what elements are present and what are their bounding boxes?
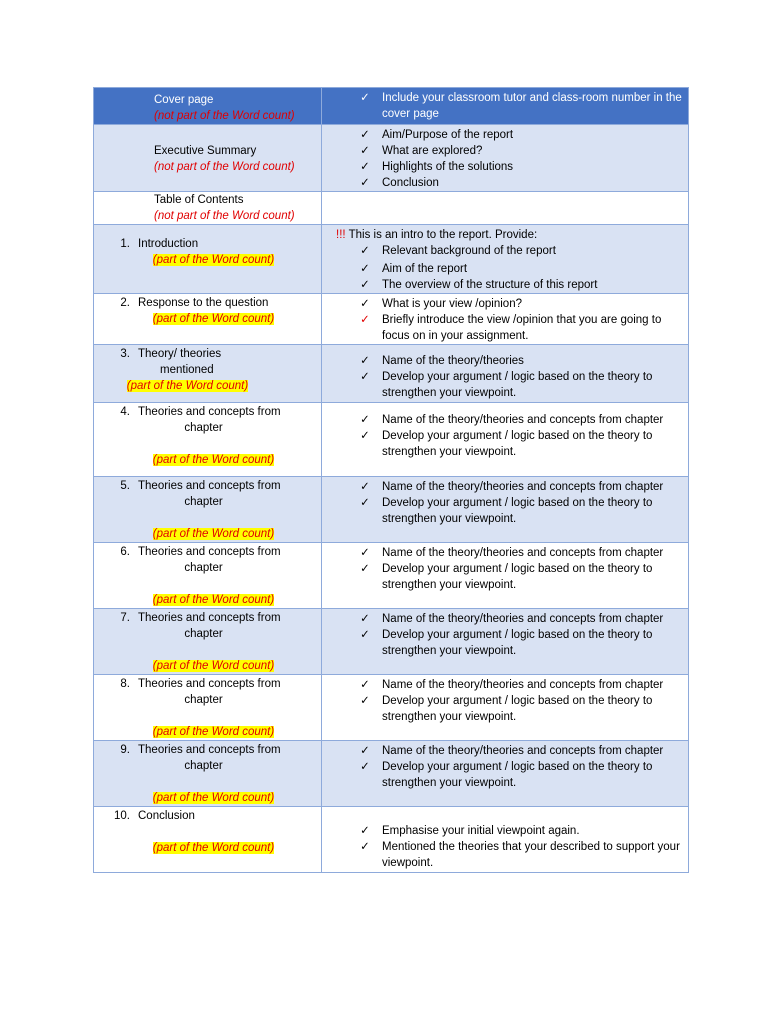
word-count-note: (part of the Word count) bbox=[126, 380, 249, 392]
instructions-cell bbox=[322, 543, 689, 609]
word-count-note: (part of the Word count) bbox=[152, 660, 275, 672]
section-number: 2. bbox=[120, 297, 130, 309]
section-number: 1. bbox=[120, 238, 130, 250]
instruction-item: Name of the theory/theories bbox=[382, 355, 524, 367]
section-title: Cover page bbox=[154, 94, 214, 106]
check-icon: ✓ bbox=[360, 563, 370, 575]
table-row bbox=[94, 345, 689, 403]
check-icon: ✓ bbox=[360, 279, 370, 291]
table-row bbox=[94, 88, 689, 125]
instruction-item: Aim of the report bbox=[382, 263, 468, 275]
section-cell bbox=[94, 675, 322, 741]
section-title-cont: chapter bbox=[184, 562, 223, 574]
instruction-item: Name of the theory/theories and concepts from chapter bbox=[382, 679, 664, 691]
instructions-cell bbox=[322, 675, 689, 741]
section-title-cont: chapter bbox=[184, 496, 223, 508]
word-count-note: (part of the Word count) bbox=[152, 842, 275, 854]
instructions-cell bbox=[322, 125, 689, 192]
section-cell bbox=[94, 741, 322, 807]
table-row bbox=[94, 192, 689, 225]
instruction-item: Name of the theory/theories and concepts from chapter bbox=[382, 613, 664, 625]
instructions-cell bbox=[322, 741, 689, 807]
instruction-item: Highlights of the solutions bbox=[382, 161, 514, 173]
section-cell bbox=[94, 403, 322, 477]
check-icon: ✓ bbox=[360, 745, 370, 757]
section-title: Response to the question bbox=[138, 297, 269, 309]
section-title: Table of Contents bbox=[154, 194, 244, 206]
instruction-item: Name of the theory/theories and concepts from chapter bbox=[382, 745, 664, 757]
section-cell bbox=[94, 125, 322, 192]
table-row bbox=[94, 477, 689, 543]
check-icon: ✓ bbox=[360, 761, 370, 773]
check-icon: ✓ bbox=[360, 161, 370, 173]
section-cell bbox=[94, 543, 322, 609]
section-number: 9. bbox=[120, 744, 130, 756]
instruction-item: The overview of the structure of this report bbox=[382, 279, 598, 291]
table-row bbox=[94, 125, 689, 192]
word-count-note: (not part of the Word count) bbox=[154, 161, 295, 173]
section-number: 6. bbox=[120, 546, 130, 558]
section-cell bbox=[94, 192, 322, 225]
instruction-item: Relevant background of the report bbox=[382, 245, 556, 257]
instruction-item: Develop your argument / logic based on the theory to strengthen your viewpoint. bbox=[382, 761, 653, 789]
section-cell bbox=[94, 294, 322, 345]
instruction-item: What is your view /opinion? bbox=[382, 298, 522, 310]
instruction-item: Include your classroom tutor and class-room number in the cover page bbox=[382, 92, 682, 120]
check-icon: ✓ bbox=[360, 263, 370, 275]
section-cell bbox=[94, 88, 322, 125]
word-count-note: (part of the Word count) bbox=[152, 254, 275, 266]
check-icon: ✓ bbox=[360, 613, 370, 625]
section-title-cont: chapter bbox=[184, 422, 223, 434]
check-icon: ✓ bbox=[360, 314, 370, 326]
check-icon: ✓ bbox=[360, 430, 370, 442]
table-row bbox=[94, 403, 689, 477]
instructions-cell bbox=[322, 403, 689, 477]
section-title: Theories and concepts from bbox=[138, 406, 281, 418]
word-count-note: (part of the Word count) bbox=[152, 528, 275, 540]
section-title: Theories and concepts from bbox=[138, 678, 281, 690]
section-title: Introduction bbox=[138, 238, 199, 250]
section-title-cont: chapter bbox=[184, 694, 223, 706]
check-icon: ✓ bbox=[360, 355, 370, 367]
alert-marks: !!! bbox=[336, 229, 346, 241]
word-count-note: (part of the Word count) bbox=[152, 792, 275, 804]
table-row bbox=[94, 225, 689, 294]
check-icon: ✓ bbox=[360, 547, 370, 559]
section-number: 3. bbox=[120, 348, 130, 360]
check-icon: ✓ bbox=[360, 145, 370, 157]
check-icon: ✓ bbox=[360, 92, 370, 104]
instructions-cell bbox=[322, 807, 689, 873]
section-cell bbox=[94, 225, 322, 294]
instruction-item: Name of the theory/theories and concepts from chapter bbox=[382, 547, 664, 559]
word-count-note: (not part of the Word count) bbox=[154, 110, 295, 122]
instruction-item: What are explored? bbox=[382, 145, 483, 157]
check-icon: ✓ bbox=[360, 825, 370, 837]
check-icon: ✓ bbox=[360, 371, 370, 383]
instruction-item: Develop your argument / logic based on the theory to strengthen your viewpoint. bbox=[382, 695, 653, 723]
section-title-cont: chapter bbox=[184, 760, 223, 772]
instruction-item: Develop your argument / logic based on the theory to strengthen your viewpoint. bbox=[382, 430, 653, 458]
instruction-item: Conclusion bbox=[382, 177, 439, 189]
table-row bbox=[94, 294, 689, 345]
instruction-item: Develop your argument / logic based on the theory to strengthen your viewpoint. bbox=[382, 371, 653, 399]
section-title: Theory/ theories bbox=[138, 348, 222, 360]
check-icon: ✓ bbox=[360, 298, 370, 310]
instruction-item: Name of the theory/theories and concepts from chapter bbox=[382, 414, 664, 426]
section-title: Theories and concepts from bbox=[138, 546, 281, 558]
section-title: Conclusion bbox=[138, 810, 195, 822]
check-icon: ✓ bbox=[360, 129, 370, 141]
section-title: Executive Summary bbox=[154, 145, 257, 157]
check-icon: ✓ bbox=[360, 245, 370, 257]
instructions-cell bbox=[322, 294, 689, 345]
check-icon: ✓ bbox=[360, 481, 370, 493]
word-count-note: (part of the Word count) bbox=[152, 726, 275, 738]
section-cell bbox=[94, 807, 322, 873]
instructions-cell bbox=[322, 192, 689, 225]
report-structure-table bbox=[93, 87, 689, 873]
instruction-item: Develop your argument / logic based on the theory to strengthen your viewpoint. bbox=[382, 563, 653, 591]
table-row bbox=[94, 741, 689, 807]
instruction-item: Name of the theory/theories and concepts from chapter bbox=[382, 481, 664, 493]
table-row bbox=[94, 609, 689, 675]
instruction-item: Aim/Purpose of the report bbox=[382, 129, 514, 141]
word-count-note: (part of the Word count) bbox=[152, 313, 275, 325]
table-row bbox=[94, 675, 689, 741]
section-title-cont: chapter bbox=[184, 628, 223, 640]
section-cell bbox=[94, 477, 322, 543]
instruction-item: Briefly introduce the view /opinion that you are going to focus on in your assignment. bbox=[382, 314, 662, 342]
section-number: 4. bbox=[120, 406, 130, 418]
intro-text: This is an intro to the report. Provide: bbox=[348, 229, 538, 241]
check-icon: ✓ bbox=[360, 497, 370, 509]
word-count-note: (part of the Word count) bbox=[152, 454, 275, 466]
check-icon: ✓ bbox=[360, 177, 370, 189]
instruction-item: Emphasise your initial viewpoint again. bbox=[382, 825, 580, 837]
instruction-item: Develop your argument / logic based on the theory to strengthen your viewpoint. bbox=[382, 497, 653, 525]
check-icon: ✓ bbox=[360, 679, 370, 691]
section-number: 10. bbox=[114, 810, 130, 822]
instructions-cell bbox=[322, 88, 689, 125]
section-number: 5. bbox=[120, 480, 130, 492]
instructions-cell bbox=[322, 225, 689, 294]
check-icon: ✓ bbox=[360, 629, 370, 641]
instructions-cell bbox=[322, 477, 689, 543]
instructions-cell bbox=[322, 345, 689, 403]
section-title: Theories and concepts from bbox=[138, 612, 281, 624]
section-number: 8. bbox=[120, 678, 130, 690]
section-title: Theories and concepts from bbox=[138, 744, 281, 756]
table-row bbox=[94, 807, 689, 873]
section-cell bbox=[94, 345, 322, 403]
section-cell bbox=[94, 609, 322, 675]
word-count-note: (part of the Word count) bbox=[152, 594, 275, 606]
check-icon: ✓ bbox=[360, 841, 370, 853]
table-row bbox=[94, 543, 689, 609]
instructions-cell bbox=[322, 609, 689, 675]
instruction-item: Develop your argument / logic based on the theory to strengthen your viewpoint. bbox=[382, 629, 653, 657]
word-count-note: (not part of the Word count) bbox=[154, 210, 295, 222]
section-title-cont: mentioned bbox=[160, 364, 214, 376]
section-title: Theories and concepts from bbox=[138, 480, 281, 492]
section-number: 7. bbox=[120, 612, 130, 624]
check-icon: ✓ bbox=[360, 414, 370, 426]
instruction-item: Mentioned the theories that your described to support your viewpoint. bbox=[382, 841, 680, 869]
check-icon: ✓ bbox=[360, 695, 370, 707]
